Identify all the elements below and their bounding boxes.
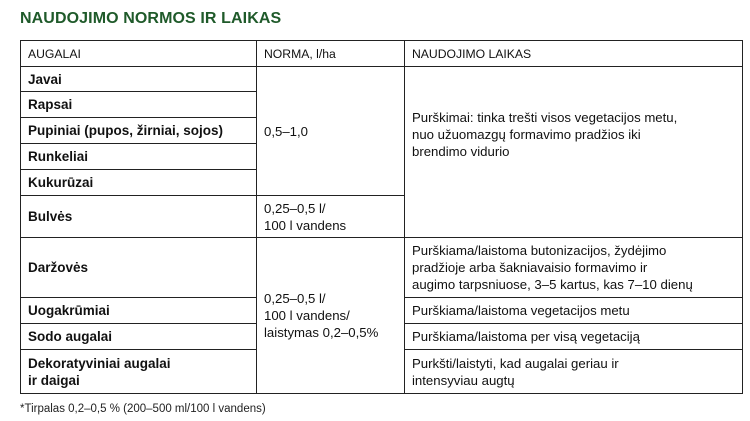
time-cell: Purškiama/laistoma vegetacijos metu — [405, 298, 743, 324]
rate-value: laistymas 0,2–0,5% — [264, 325, 379, 340]
time-cell: Purškiama/laistoma per visą vegetaciją — [405, 324, 743, 350]
crop-cell: Rapsai — [21, 92, 257, 118]
rate-value: 100 l vandens — [264, 217, 347, 233]
crop-cell: Uogakrūmiai — [21, 298, 257, 324]
crop-cell: Kukurūzai — [21, 170, 257, 196]
time-text: Purškiama/laistoma butonizacijos, žydėjimo — [412, 243, 667, 258]
rate-cell — [257, 67, 405, 196]
table-row — [21, 238, 743, 298]
crop-cell: Pupiniai (pupos, žirniai, sojos) — [21, 118, 257, 144]
time-text: pradžioje arba šakniavaisio formavimo ir — [412, 260, 648, 275]
rate-value: 100 l vandens/ — [264, 308, 350, 323]
header-crops: AUGALAI — [21, 41, 257, 67]
table-row — [21, 67, 743, 92]
crop-cell: Bulvės — [21, 196, 257, 238]
crop-cell: Daržovės — [21, 238, 257, 298]
page-title: NAUDOJIMO NORMOS IR LAIKAS — [20, 10, 282, 27]
crop-cell: Runkeliai — [21, 144, 257, 170]
header-time: NAUDOJIMO LAIKAS — [405, 41, 743, 67]
rate-value: 0,5–1,0 — [264, 123, 308, 139]
footnote: *Tirpalas 0,2–0,5 % (200–500 ml/100 l vandens) — [20, 403, 266, 415]
rate-value: 0,25–0,5 l/ — [264, 291, 326, 306]
header-rate: NORMA, l/ha — [257, 41, 405, 67]
table-header-row — [21, 41, 743, 67]
crop-cell: Javai — [21, 67, 257, 92]
time-text: nuo užuomazgų formavimo pradžios iki — [412, 126, 641, 142]
crop-name: Dekoratyviniai augalai — [28, 355, 171, 371]
time-cell — [405, 238, 743, 298]
crop-cell: Sodo augalai — [21, 324, 257, 350]
rate-cell — [257, 238, 405, 394]
time-text: intensyviau augtų — [412, 372, 515, 388]
crop-cell — [21, 350, 257, 394]
rate-value: 0,25–0,5 l/ — [264, 200, 326, 216]
time-cell — [405, 350, 743, 394]
time-text: Purškimai: tinka trešti visos vegetacijos metu, — [412, 109, 678, 125]
time-text: augimo tarpsniuose, 3–5 kartus, kas 7–10 dienų — [412, 277, 693, 292]
time-cell — [405, 67, 743, 238]
usage-rates-table — [20, 40, 743, 394]
rate-cell — [257, 196, 405, 238]
time-text: Purkšti/laistyti, kad augalai geriau ir — [412, 355, 619, 371]
time-text: brendimo vidurio — [412, 143, 510, 159]
crop-name: ir daigai — [28, 372, 80, 388]
